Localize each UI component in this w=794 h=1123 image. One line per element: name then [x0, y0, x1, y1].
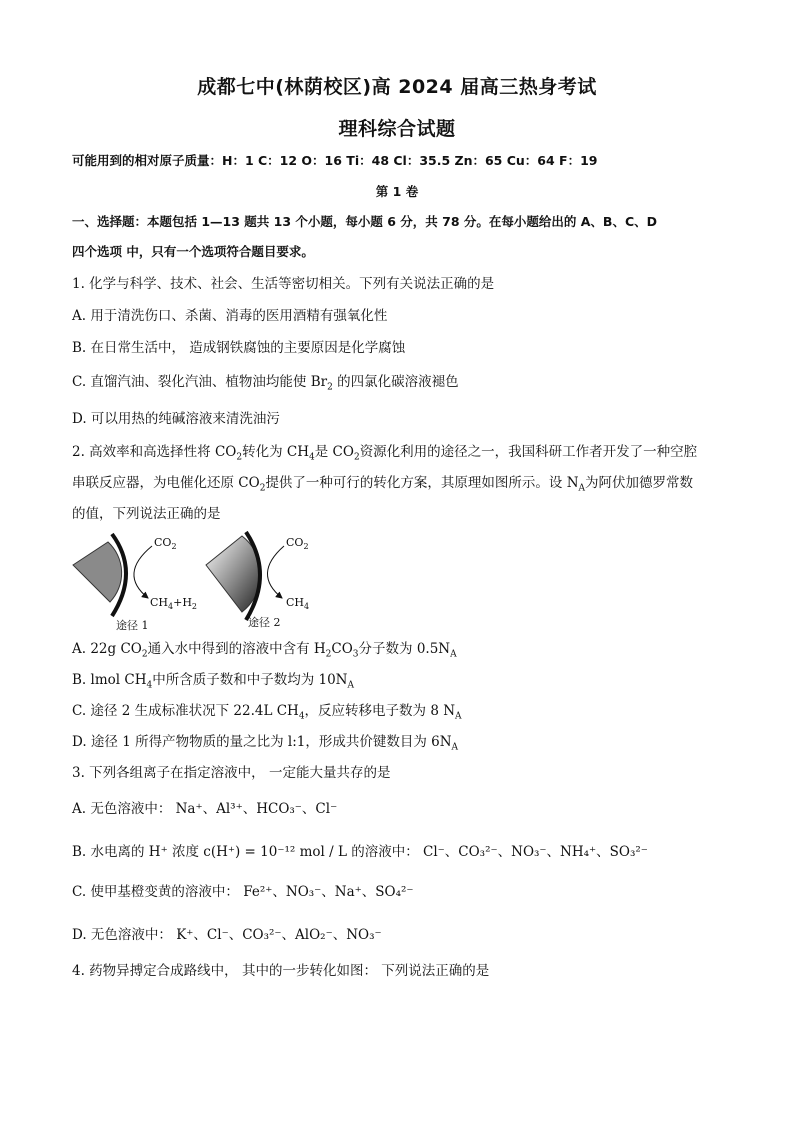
route2-arrow [267, 546, 284, 598]
q3-stem: 3. 下列各组离子在指定溶液中， 一定能大量共存的是 [72, 765, 391, 781]
route1-arrow [134, 546, 152, 598]
q2-option-d: D. 途径 1 所得产物物质的量之比为 l:1，形成共价键数目为 $6N_A$ [72, 734, 459, 753]
q2-stem-line3: 的值，下列说法正确的是 [72, 506, 221, 522]
atomic-masses: 可能用到的相对原子质量：H：1 C：12 O：16 Ti：48 Cl：35.5 Zn：65 Cu：64 F：19 [72, 153, 598, 168]
route2-label: 途径 2 [248, 616, 281, 629]
q1-option-b: B. 在日常生活中， 造成钢铁腐蚀的主要原因是化学腐蚀 [72, 340, 406, 356]
q3-option-c: C. 使甲基橙变黄的溶液中： Fe²⁺、NO₃⁻、Na⁺、SO₄²⁻ [72, 884, 414, 900]
route2-co2-label: $CO_2$ [286, 536, 309, 551]
route1-product-label: $CH_4+H_2$ [150, 596, 198, 611]
route1-label: 途径 1 [116, 619, 149, 632]
exam-title: 成都七中(林荫校区)高 2024 届高三热身考试 [197, 76, 597, 98]
section-instructions-line1: 一、选择题：本题包括 1—13 题共 13 个小题，每小题 6 分，共 78 分。在每小题给出的 A、B、C、D [72, 214, 657, 229]
q1-option-a: A. 用于清洗伤口、杀菌、消毒的医用酒精有强氧化性 [72, 308, 388, 324]
q3-option-a: A. 无色溶液中： Na⁺、Al³⁺、HCO₃⁻、Cl⁻ [72, 801, 338, 817]
q4-stem: 4. 药物异搏定合成路线中， 其中的一步转化如图： 下列说法正确的是 [72, 963, 490, 979]
q1-option-c: C. 直馏汽油、裂化汽油、植物油均能使 $Br_2$ 的四氯化碳溶液褪色 [72, 374, 459, 393]
q3-option-b: B. 水电离的 H⁺ 浓度 c(H⁺) = 10⁻¹² mol / L 的溶液中： Cl⁻、CO₃²⁻、NO₃⁻、NH₄⁺、SO₃²⁻ [72, 844, 648, 860]
q1-stem: 1. 化学与科学、技术、社会、生活等密切相关。下列有关说法正确的是 [72, 276, 495, 292]
q2-stem-line1: 2. 高效率和高选择性将 $CO_2$转化为 $CH_4$是 $CO_2$资源化利用的途径之一，我国科研工作者开发了一种空腔 [72, 444, 698, 463]
reactor-diagram [70, 530, 370, 640]
section-instructions-line2: 四个选项 中，只有一个选项符合题目要求。 [72, 244, 314, 259]
q2-option-b: B. lmol $CH_4$中所含质子数和中子数均为 $10N_A$ [72, 672, 354, 691]
q2-option-c: C. 途径 2 生成标准状况下 22.4L $CH_4$，反应转移电子数为 8 $N_A$ [72, 703, 462, 722]
route1-cavity-shape [73, 542, 122, 602]
route1-co2-label: $CO_2$ [154, 536, 177, 551]
volume-label: 第 1 卷 [375, 184, 419, 199]
q1-option-d: D. 可以用热的纯碱溶液来清洗油污 [72, 411, 280, 427]
q2-stem-line2: 串联反应器，为电催化还原 $CO_2$提供了一种可行的转化方案，其原理如图所示。设 $N_A$为阿伏加德罗常数 [72, 475, 694, 494]
route2-product-label: $CH_4$ [286, 596, 310, 611]
q3-option-d: D. 无色溶液中： K⁺、Cl⁻、CO₃²⁻、AlO₂⁻、NO₃⁻ [72, 927, 382, 943]
q2-option-a: A. 22g $CO_2$通入水中得到的溶液中含有 $H_2CO_3$分子数为 $0.5N_A$ [72, 641, 457, 660]
exam-subtitle: 理科综合试题 [338, 118, 456, 140]
